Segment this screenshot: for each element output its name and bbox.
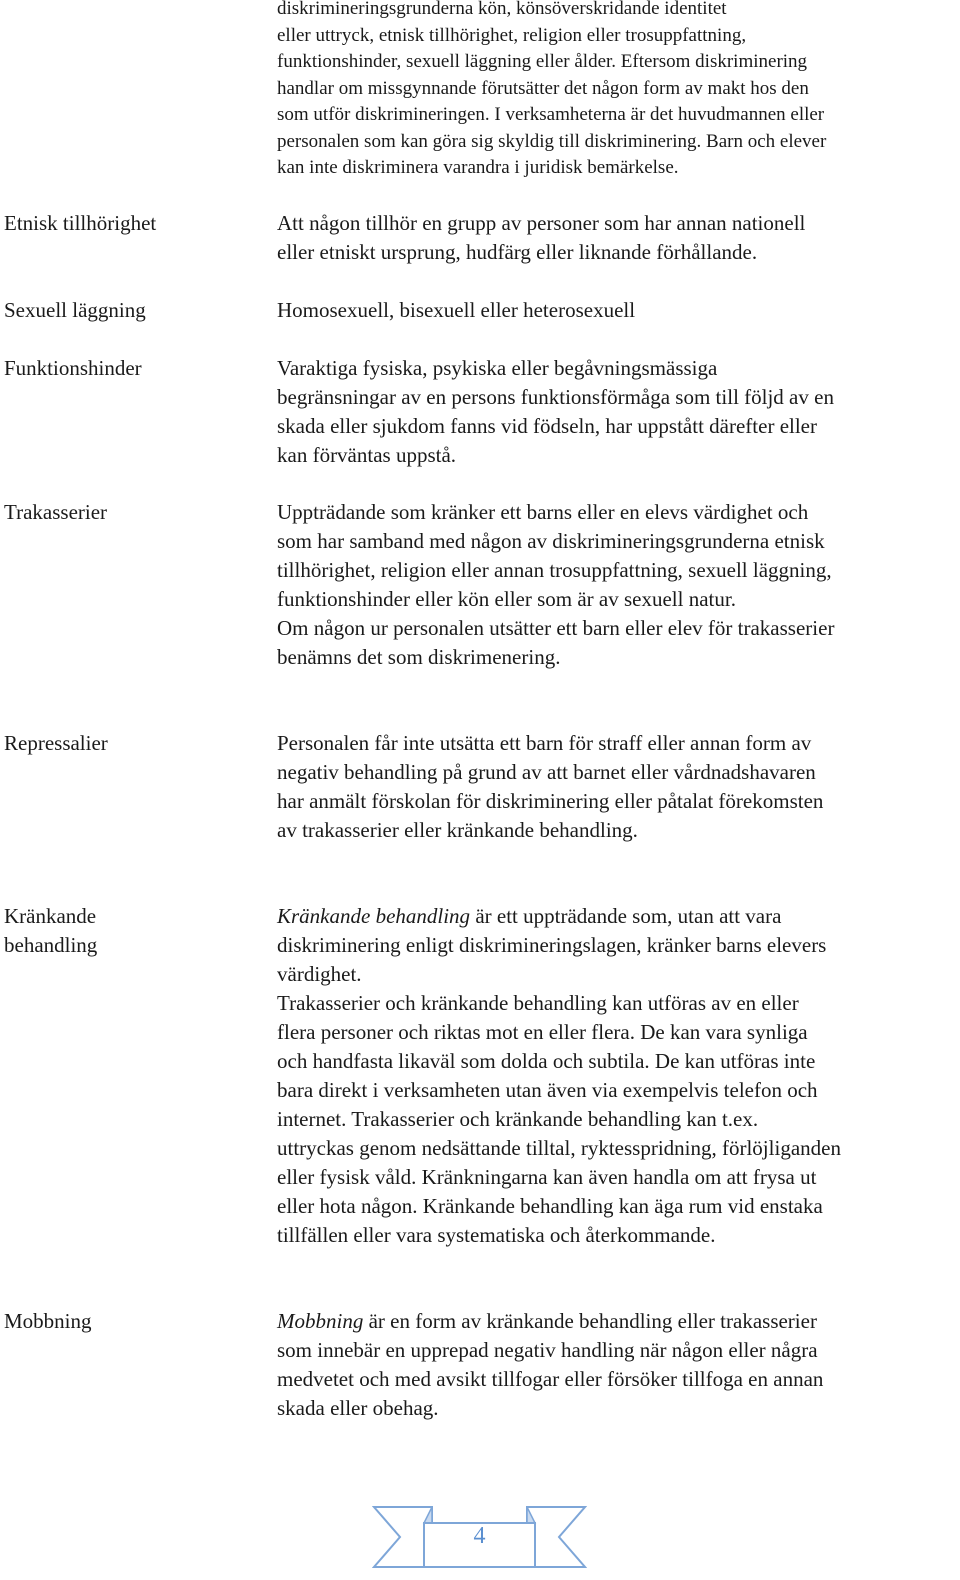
definition-line: som innebär en upprepad negativ handling när någon eller några [277, 1338, 818, 1362]
definition-line: eller fysisk våld. Kränkningarna kan även handla om att frysa ut [277, 1165, 817, 1189]
definition-etnisk-tillhorighet [277, 209, 957, 267]
definition-line: skada eller sjukdom fanns vid födseln, har uppstått därefter eller [277, 414, 817, 438]
term-emphasis: Kränkande behandling [277, 904, 471, 928]
term-trakasserier: Trakasserier [4, 500, 108, 524]
definition-line: Uppträdande som kränker ett barns eller en elevs värdighet och [277, 500, 809, 524]
definition-mobbning [277, 1307, 957, 1423]
definition-line: eller hota någon. Kränkande behandling kan äga rum vid enstaka [277, 1194, 823, 1218]
definition-funktionshinder [277, 354, 957, 470]
definition-line: Om någon ur personalen utsätter ett barn eller elev för trakasserier [277, 616, 835, 640]
definition-text: är ett uppträdande som, utan att vara [470, 904, 782, 928]
definition-line: diskriminering enligt diskrimineringslagen, kränker barns elevers [277, 933, 827, 957]
definition-line: Varaktiga fysiska, psykiska eller begåvningsmässiga [277, 356, 718, 380]
definition-line: funktionshinder eller kön eller som är av sexuell natur. [277, 587, 736, 611]
term-funktionshinder: Funktionshinder [4, 356, 142, 380]
page-number: 4 [473, 1523, 486, 1549]
intro-line: kan inte diskriminera varandra i juridisk bemärkelse. [277, 157, 679, 178]
term-mobbning: Mobbning [4, 1309, 92, 1333]
intro-paragraph [277, 0, 957, 182]
definition-line: tillfällen eller vara systematiska och återkommande. [277, 1223, 716, 1247]
definition-line: tillhörighet, religion eller annan trosuppfattning, sexuell läggning, [277, 558, 832, 582]
term-sexuell-laggning: Sexuell läggning [4, 298, 146, 322]
definition-line: som har samband med någon av diskrimineringsgrunderna etnisk [277, 529, 825, 553]
definition-line: har anmält förskolan för diskriminering eller påtalat förekomsten [277, 789, 824, 813]
page-footer [372, 1505, 587, 1569]
definition-line: Homosexuell, bisexuell eller heterosexuell [277, 298, 636, 322]
definition-text: är en form av kränkande behandling eller trakasserier [363, 1309, 817, 1333]
definition-line: Personalen får inte utsätta ett barn för straff eller annan form av [277, 731, 812, 755]
term-line: behandling [4, 933, 98, 957]
definition-line: av trakasserier eller kränkande behandling. [277, 818, 638, 842]
intro-line: diskrimineringsgrunderna kön, könsöverskridande identitet [277, 0, 727, 19]
definition-line: kan förväntas uppstå. [277, 443, 457, 467]
term-line: Kränkande [4, 904, 97, 928]
intro-line: som utför diskrimineringen. I verksamheterna är det huvudmannen eller [277, 104, 825, 125]
definition-line: uttryckas genom nedsättande tilltal, ryktesspridning, förlöjliganden [277, 1136, 841, 1160]
definition-line: benämns det som diskrimenering. [277, 645, 561, 669]
intro-line: eller uttryck, etnisk tillhörighet, religion eller trosuppfattning, [277, 24, 747, 46]
term-krankande-behandling [4, 902, 254, 960]
term-emphasis: Mobbning [277, 1309, 364, 1333]
definition-line: och handfasta likaväl som dolda och subtila. De kan utföras inte [277, 1049, 816, 1073]
definition-trakasserier [277, 498, 957, 672]
definition-line: Trakasserier och kränkande behandling kan utföras av en eller [277, 991, 799, 1015]
definition-sexuell-laggning [277, 296, 957, 325]
intro-line: funktionshinder, sexuell läggning eller ålder. Eftersom diskriminering [277, 51, 808, 72]
definition-first-line [277, 902, 957, 931]
definition-first-line [277, 1307, 957, 1336]
definition-line: negativ behandling på grund av att barnet eller vårdnadshavaren [277, 760, 816, 784]
intro-line: handlar om missgynnande förutsätter det någon form av makt hos den [277, 77, 809, 99]
definition-line: värdighet. [277, 962, 362, 986]
definition-repressalier [277, 729, 957, 845]
definition-line: skada eller obehag. [277, 1396, 439, 1420]
intro-line: personalen som kan göra sig skyldig till diskriminering. Barn och elever [277, 130, 827, 152]
term-repressalier: Repressalier [4, 731, 108, 755]
definition-line: flera personer och riktas mot en eller flera. De kan vara synliga [277, 1020, 808, 1044]
term-etnisk-tillhorighet: Etnisk tillhörighet [4, 211, 157, 235]
definition-line: internet. Trakasserier och kränkande behandling kan t.ex. [277, 1107, 759, 1131]
definition-krankande-behandling [277, 902, 957, 1250]
definition-line: medvetet och med avsikt tillfogar eller försöker tillfoga en annan [277, 1367, 824, 1391]
definition-line: bara direkt i verksamheten utan även via exempelvis telefon och [277, 1078, 818, 1102]
definition-line: begränsningar av en persons funktionsförmåga som till följd av en [277, 385, 834, 409]
definition-line: eller etniskt ursprung, hudfärg eller liknande förhållande. [277, 240, 758, 264]
definition-line: Att någon tillhör en grupp av personer som har annan nationell [277, 211, 806, 235]
